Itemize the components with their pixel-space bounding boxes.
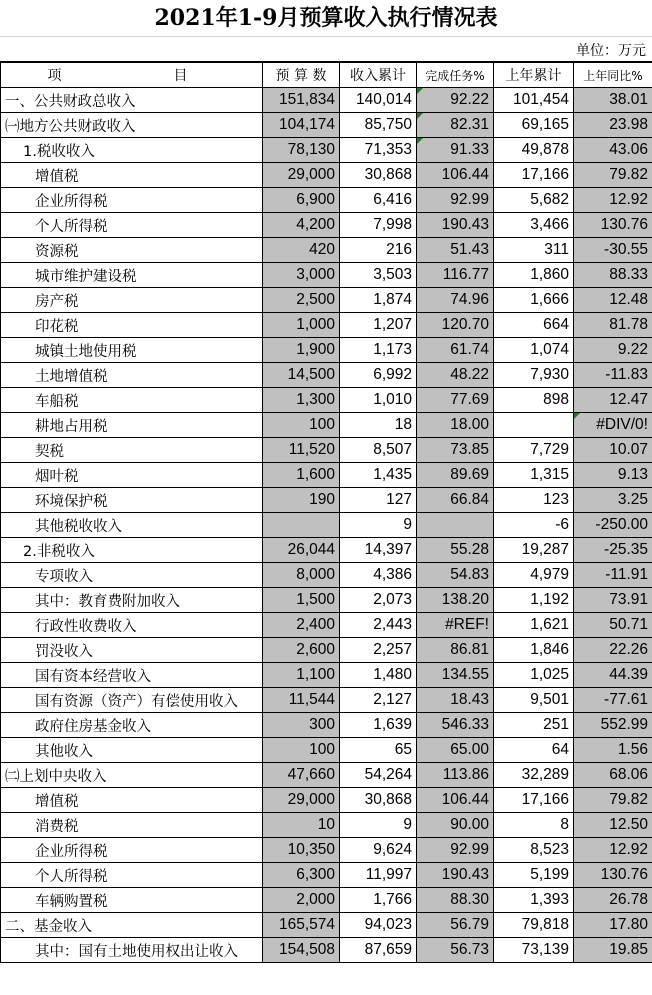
table-row bbox=[1, 113, 652, 138]
row-rate-cell[interactable]: 88.30 bbox=[417, 888, 494, 913]
row-name-cell[interactable]: 城市维护建设税 bbox=[1, 263, 263, 288]
row-budget-cell[interactable]: 14,500 bbox=[263, 363, 340, 388]
table-row bbox=[1, 788, 652, 813]
row-rate-cell[interactable]: 61.74 bbox=[417, 338, 494, 363]
row-yoy-cell[interactable]: 3.25 bbox=[574, 488, 652, 513]
row-budget-cell[interactable]: 3,000 bbox=[263, 263, 340, 288]
row-yoy-cell[interactable]: 19.85 bbox=[574, 938, 652, 963]
row-income-cell[interactable]: 87,659 bbox=[340, 938, 417, 963]
row-name-cell[interactable]: 房产税 bbox=[1, 288, 263, 313]
row-budget-cell[interactable]: 10 bbox=[263, 813, 340, 838]
row-last-year-cell[interactable]: 17,166 bbox=[494, 788, 574, 813]
row-name-cell[interactable]: 增值税 bbox=[1, 163, 263, 188]
row-name-cell[interactable]: ㈡上划中央收入 bbox=[1, 763, 263, 788]
table-body bbox=[1, 88, 652, 963]
row-budget-cell[interactable]: 29,000 bbox=[263, 788, 340, 813]
row-rate-cell[interactable]: 55.28 bbox=[417, 538, 494, 563]
row-name-cell[interactable]: 其中：国有土地使用权出让收入 bbox=[1, 938, 263, 963]
row-budget-cell[interactable] bbox=[263, 513, 340, 538]
table-row bbox=[1, 938, 652, 963]
row-income-cell[interactable]: 18 bbox=[340, 413, 417, 438]
header-yoy[interactable]: 上年同比% bbox=[574, 63, 652, 88]
row-budget-cell[interactable]: 2,000 bbox=[263, 888, 340, 913]
row-last-year-cell[interactable]: 1,666 bbox=[494, 288, 574, 313]
row-yoy-cell[interactable]: 81.78 bbox=[574, 313, 652, 338]
row-rate-cell[interactable]: 82.31 bbox=[417, 113, 494, 138]
row-income-cell[interactable]: 65 bbox=[340, 738, 417, 763]
row-last-year-cell[interactable]: 5,199 bbox=[494, 863, 574, 888]
row-last-year-cell[interactable]: 898 bbox=[494, 388, 574, 413]
table-row bbox=[1, 838, 652, 863]
table-row bbox=[1, 638, 652, 663]
row-name-cell[interactable]: 契税 bbox=[1, 438, 263, 463]
row-last-year-cell[interactable]: 3,466 bbox=[494, 213, 574, 238]
row-income-cell[interactable]: 2,073 bbox=[340, 588, 417, 613]
row-rate-cell[interactable]: 113.86 bbox=[417, 763, 494, 788]
row-name-cell[interactable]: 烟叶税 bbox=[1, 463, 263, 488]
row-yoy-cell[interactable]: 23.98 bbox=[574, 113, 652, 138]
table-row bbox=[1, 188, 652, 213]
row-income-cell[interactable]: 9,624 bbox=[340, 838, 417, 863]
header-item[interactable]: 项 目 bbox=[1, 63, 263, 88]
row-name-cell[interactable]: 增值税 bbox=[1, 788, 263, 813]
row-income-cell[interactable]: 85,750 bbox=[340, 113, 417, 138]
row-rate-cell[interactable]: 54.83 bbox=[417, 563, 494, 588]
row-income-cell[interactable]: 14,397 bbox=[340, 538, 417, 563]
row-yoy-cell[interactable]: 12.50 bbox=[574, 813, 652, 838]
row-rate-cell[interactable]: 56.73 bbox=[417, 938, 494, 963]
row-yoy-cell[interactable]: 552.99 bbox=[574, 713, 652, 738]
table-row bbox=[1, 313, 652, 338]
row-last-year-cell[interactable]: 251 bbox=[494, 713, 574, 738]
row-name-cell[interactable]: 国有资源（资产）有偿使用收入 bbox=[1, 688, 263, 713]
row-yoy-cell[interactable]: -77.61 bbox=[574, 688, 652, 713]
row-income-cell[interactable]: 1,207 bbox=[340, 313, 417, 338]
row-name-cell[interactable]: 罚没收入 bbox=[1, 638, 263, 663]
row-yoy-cell[interactable]: -30.55 bbox=[574, 238, 652, 263]
sheet-title: 2021年1-9月预算收入执行情况表 bbox=[0, 0, 652, 37]
unit-label: 单位：万元 bbox=[576, 43, 646, 59]
row-name-cell[interactable]: 消费税 bbox=[1, 813, 263, 838]
row-budget-cell[interactable]: 100 bbox=[263, 738, 340, 763]
row-budget-cell[interactable]: 6,300 bbox=[263, 863, 340, 888]
row-budget-cell[interactable]: 2,500 bbox=[263, 288, 340, 313]
row-yoy-cell[interactable]: 88.33 bbox=[574, 263, 652, 288]
table-row bbox=[1, 913, 652, 938]
row-yoy-cell[interactable]: -250.00 bbox=[574, 513, 652, 538]
header-rate[interactable]: 完成任务% bbox=[417, 63, 494, 88]
row-income-cell[interactable]: 30,868 bbox=[340, 788, 417, 813]
table-row bbox=[1, 388, 652, 413]
row-income-cell[interactable]: 2,127 bbox=[340, 688, 417, 713]
row-budget-cell[interactable]: 78,130 bbox=[263, 138, 340, 163]
row-budget-cell[interactable]: 151,834 bbox=[263, 88, 340, 113]
row-last-year-cell[interactable]: 7,729 bbox=[494, 438, 574, 463]
row-budget-cell[interactable]: 2,400 bbox=[263, 613, 340, 638]
row-budget-cell[interactable]: 1,000 bbox=[263, 313, 340, 338]
row-name-cell[interactable]: 城镇土地使用税 bbox=[1, 338, 263, 363]
row-budget-cell[interactable]: 26,044 bbox=[263, 538, 340, 563]
row-income-cell[interactable]: 9 bbox=[340, 513, 417, 538]
header-income[interactable]: 收入累计 bbox=[340, 63, 417, 88]
row-name-cell[interactable]: 其他税收收入 bbox=[1, 513, 263, 538]
table-row bbox=[1, 138, 652, 163]
table-row bbox=[1, 738, 652, 763]
table-row bbox=[1, 338, 652, 363]
row-income-cell[interactable]: 1,435 bbox=[340, 463, 417, 488]
row-income-cell[interactable]: 2,443 bbox=[340, 613, 417, 638]
row-last-year-cell[interactable]: 1,074 bbox=[494, 338, 574, 363]
row-yoy-cell[interactable]: 43.06 bbox=[574, 138, 652, 163]
row-yoy-cell[interactable]: 1.56 bbox=[574, 738, 652, 763]
row-income-cell[interactable]: 1,480 bbox=[340, 663, 417, 688]
row-income-cell[interactable]: 1,010 bbox=[340, 388, 417, 413]
row-name-cell[interactable]: 环境保护税 bbox=[1, 488, 263, 513]
row-name-cell[interactable]: 车船税 bbox=[1, 388, 263, 413]
row-last-year-cell[interactable]: 49,878 bbox=[494, 138, 574, 163]
row-yoy-cell[interactable]: 17.80 bbox=[574, 913, 652, 938]
row-last-year-cell[interactable]: 4,979 bbox=[494, 563, 574, 588]
row-yoy-cell[interactable]: 44.39 bbox=[574, 663, 652, 688]
row-last-year-cell[interactable]: 79,818 bbox=[494, 913, 574, 938]
row-name-cell[interactable]: 土地增值税 bbox=[1, 363, 263, 388]
row-last-year-cell[interactable]: 69,165 bbox=[494, 113, 574, 138]
row-yoy-cell[interactable]: 9.13 bbox=[574, 463, 652, 488]
row-budget-cell[interactable]: 47,660 bbox=[263, 763, 340, 788]
table-row bbox=[1, 763, 652, 788]
table-row bbox=[1, 488, 652, 513]
row-name-cell[interactable]: 其中：教育费附加收入 bbox=[1, 588, 263, 613]
row-yoy-cell[interactable]: 79.82 bbox=[574, 163, 652, 188]
revenue-table bbox=[0, 62, 652, 963]
table-row bbox=[1, 413, 652, 438]
row-income-cell[interactable]: 94,023 bbox=[340, 913, 417, 938]
row-yoy-cell[interactable]: 9.22 bbox=[574, 338, 652, 363]
table-row bbox=[1, 863, 652, 888]
row-rate-cell[interactable]: 51.43 bbox=[417, 238, 494, 263]
row-name-cell[interactable]: 个人所得税 bbox=[1, 213, 263, 238]
table-row bbox=[1, 363, 652, 388]
row-budget-cell[interactable]: 420 bbox=[263, 238, 340, 263]
table-row bbox=[1, 588, 652, 613]
row-name-cell[interactable]: 国有资本经营收入 bbox=[1, 663, 263, 688]
row-name-cell[interactable]: 耕地占用税 bbox=[1, 413, 263, 438]
row-name-cell[interactable]: 二、基金收入 bbox=[1, 913, 263, 938]
row-rate-cell[interactable]: 190.43 bbox=[417, 213, 494, 238]
unit-row bbox=[0, 37, 652, 62]
row-name-cell[interactable]: 车辆购置税 bbox=[1, 888, 263, 913]
row-rate-cell[interactable]: 74.96 bbox=[417, 288, 494, 313]
row-budget-cell[interactable]: 190 bbox=[263, 488, 340, 513]
row-budget-cell[interactable]: 8,000 bbox=[263, 563, 340, 588]
row-income-cell[interactable]: 216 bbox=[340, 238, 417, 263]
row-income-cell[interactable]: 54,264 bbox=[340, 763, 417, 788]
row-rate-cell[interactable]: 116.77 bbox=[417, 263, 494, 288]
row-rate-cell[interactable]: #REF! bbox=[417, 613, 494, 638]
row-budget-cell[interactable]: 104,174 bbox=[263, 113, 340, 138]
row-last-year-cell[interactable] bbox=[494, 413, 574, 438]
row-last-year-cell[interactable]: 17,166 bbox=[494, 163, 574, 188]
row-yoy-cell[interactable]: 130.76 bbox=[574, 213, 652, 238]
row-yoy-cell[interactable]: 12.48 bbox=[574, 288, 652, 313]
table-row bbox=[1, 613, 652, 638]
row-yoy-cell[interactable]: 22.26 bbox=[574, 638, 652, 663]
row-yoy-cell[interactable]: 10.07 bbox=[574, 438, 652, 463]
row-rate-cell[interactable]: 138.20 bbox=[417, 588, 494, 613]
row-last-year-cell[interactable]: 1,315 bbox=[494, 463, 574, 488]
table-row bbox=[1, 813, 652, 838]
row-budget-cell[interactable]: 2,600 bbox=[263, 638, 340, 663]
table-row bbox=[1, 263, 652, 288]
row-budget-cell[interactable]: 1,900 bbox=[263, 338, 340, 363]
table-row bbox=[1, 438, 652, 463]
row-last-year-cell[interactable]: 1,860 bbox=[494, 263, 574, 288]
row-name-cell[interactable]: 企业所得税 bbox=[1, 838, 263, 863]
row-rate-cell[interactable]: 92.22 bbox=[417, 88, 494, 113]
row-budget-cell[interactable]: 165,574 bbox=[263, 913, 340, 938]
row-rate-cell[interactable]: 86.81 bbox=[417, 638, 494, 663]
row-name-cell[interactable]: 个人所得税 bbox=[1, 863, 263, 888]
row-budget-cell[interactable]: 29,000 bbox=[263, 163, 340, 188]
table-row bbox=[1, 888, 652, 913]
row-yoy-cell[interactable]: #DIV/0! bbox=[574, 413, 652, 438]
row-last-year-cell[interactable]: 9,501 bbox=[494, 688, 574, 713]
row-rate-cell[interactable]: 120.70 bbox=[417, 313, 494, 338]
row-income-cell[interactable]: 9 bbox=[340, 813, 417, 838]
row-name-cell[interactable]: 企业所得税 bbox=[1, 188, 263, 213]
row-last-year-cell[interactable]: 1,393 bbox=[494, 888, 574, 913]
table-row bbox=[1, 663, 652, 688]
row-yoy-cell[interactable]: -11.91 bbox=[574, 563, 652, 588]
row-rate-cell[interactable]: 90.00 bbox=[417, 813, 494, 838]
row-budget-cell[interactable]: 4,200 bbox=[263, 213, 340, 238]
row-budget-cell[interactable]: 1,300 bbox=[263, 388, 340, 413]
row-last-year-cell[interactable]: 123 bbox=[494, 488, 574, 513]
row-yoy-cell[interactable]: 130.76 bbox=[574, 863, 652, 888]
row-rate-cell[interactable]: 48.22 bbox=[417, 363, 494, 388]
row-last-year-cell[interactable]: 1,846 bbox=[494, 638, 574, 663]
row-rate-cell[interactable]: 18.43 bbox=[417, 688, 494, 713]
row-rate-cell[interactable]: 92.99 bbox=[417, 188, 494, 213]
row-budget-cell[interactable]: 300 bbox=[263, 713, 340, 738]
row-budget-cell[interactable]: 11,520 bbox=[263, 438, 340, 463]
row-last-year-cell[interactable]: 5,682 bbox=[494, 188, 574, 213]
row-budget-cell[interactable]: 1,500 bbox=[263, 588, 340, 613]
row-income-cell[interactable]: 8,507 bbox=[340, 438, 417, 463]
row-last-year-cell[interactable]: 1,025 bbox=[494, 663, 574, 688]
row-rate-cell[interactable]: 92.99 bbox=[417, 838, 494, 863]
row-income-cell[interactable]: 1,173 bbox=[340, 338, 417, 363]
row-budget-cell[interactable]: 1,100 bbox=[263, 663, 340, 688]
row-last-year-cell[interactable]: 19,287 bbox=[494, 538, 574, 563]
row-income-cell[interactable]: 140,014 bbox=[340, 88, 417, 113]
row-rate-cell[interactable] bbox=[417, 513, 494, 538]
row-rate-cell[interactable]: 73.85 bbox=[417, 438, 494, 463]
table-row bbox=[1, 213, 652, 238]
row-income-cell[interactable]: 1,874 bbox=[340, 288, 417, 313]
row-yoy-cell[interactable]: 73.91 bbox=[574, 588, 652, 613]
row-income-cell[interactable]: 30,868 bbox=[340, 163, 417, 188]
header-row bbox=[1, 63, 652, 88]
row-name-cell[interactable]: 一、公共财政总收入 bbox=[1, 88, 263, 113]
row-income-cell[interactable]: 3,503 bbox=[340, 263, 417, 288]
row-income-cell[interactable]: 11,997 bbox=[340, 863, 417, 888]
row-name-cell[interactable]: 2.非税收入 bbox=[1, 538, 263, 563]
row-yoy-cell[interactable]: 12.47 bbox=[574, 388, 652, 413]
row-last-year-cell[interactable]: 7,930 bbox=[494, 363, 574, 388]
header-budget[interactable]: 预 算 数 bbox=[263, 63, 340, 88]
row-income-cell[interactable]: 4,386 bbox=[340, 563, 417, 588]
row-rate-cell[interactable]: 106.44 bbox=[417, 163, 494, 188]
row-last-year-cell[interactable]: 1,192 bbox=[494, 588, 574, 613]
row-name-cell[interactable]: ㈠地方公共财政收入 bbox=[1, 113, 263, 138]
table-row bbox=[1, 688, 652, 713]
row-last-year-cell[interactable]: 8 bbox=[494, 813, 574, 838]
row-yoy-cell[interactable]: 68.06 bbox=[574, 763, 652, 788]
row-income-cell[interactable]: 2,257 bbox=[340, 638, 417, 663]
row-rate-cell[interactable]: 56.79 bbox=[417, 913, 494, 938]
row-rate-cell[interactable]: 65.00 bbox=[417, 738, 494, 763]
row-last-year-cell[interactable]: 32,289 bbox=[494, 763, 574, 788]
row-yoy-cell[interactable]: 79.82 bbox=[574, 788, 652, 813]
row-income-cell[interactable]: 71,353 bbox=[340, 138, 417, 163]
row-last-year-cell[interactable]: 64 bbox=[494, 738, 574, 763]
row-budget-cell[interactable]: 1,600 bbox=[263, 463, 340, 488]
table-row bbox=[1, 238, 652, 263]
row-rate-cell[interactable]: 77.69 bbox=[417, 388, 494, 413]
row-last-year-cell[interactable]: 8,523 bbox=[494, 838, 574, 863]
row-last-year-cell[interactable]: 1,621 bbox=[494, 613, 574, 638]
row-rate-cell[interactable]: 106.44 bbox=[417, 788, 494, 813]
row-yoy-cell[interactable]: 50.71 bbox=[574, 613, 652, 638]
table-row bbox=[1, 88, 652, 113]
row-income-cell[interactable]: 1,766 bbox=[340, 888, 417, 913]
row-rate-cell[interactable]: 89.69 bbox=[417, 463, 494, 488]
row-rate-cell[interactable]: 546.33 bbox=[417, 713, 494, 738]
row-rate-cell[interactable]: 66.84 bbox=[417, 488, 494, 513]
row-last-year-cell[interactable]: 664 bbox=[494, 313, 574, 338]
row-budget-cell[interactable]: 10,350 bbox=[263, 838, 340, 863]
row-name-cell[interactable]: 政府住房基金收入 bbox=[1, 713, 263, 738]
row-budget-cell[interactable]: 11,544 bbox=[263, 688, 340, 713]
row-last-year-cell[interactable]: 101,454 bbox=[494, 88, 574, 113]
row-yoy-cell[interactable]: -25.35 bbox=[574, 538, 652, 563]
table-row bbox=[1, 463, 652, 488]
row-income-cell[interactable]: 127 bbox=[340, 488, 417, 513]
row-last-year-cell[interactable]: -6 bbox=[494, 513, 574, 538]
row-last-year-cell[interactable]: 311 bbox=[494, 238, 574, 263]
row-rate-cell[interactable]: 134.55 bbox=[417, 663, 494, 688]
row-yoy-cell[interactable]: 12.92 bbox=[574, 838, 652, 863]
row-name-cell[interactable]: 印花税 bbox=[1, 313, 263, 338]
row-yoy-cell[interactable]: 12.92 bbox=[574, 188, 652, 213]
row-income-cell[interactable]: 1,639 bbox=[340, 713, 417, 738]
row-income-cell[interactable]: 7,998 bbox=[340, 213, 417, 238]
table-row bbox=[1, 288, 652, 313]
row-rate-cell[interactable]: 91.33 bbox=[417, 138, 494, 163]
table-row bbox=[1, 538, 652, 563]
header-last-year[interactable]: 上年累计 bbox=[494, 63, 574, 88]
row-last-year-cell[interactable]: 73,139 bbox=[494, 938, 574, 963]
table-row bbox=[1, 563, 652, 588]
row-yoy-cell[interactable]: 26.78 bbox=[574, 888, 652, 913]
row-name-cell[interactable]: 专项收入 bbox=[1, 563, 263, 588]
table-row bbox=[1, 163, 652, 188]
row-income-cell[interactable]: 6,992 bbox=[340, 363, 417, 388]
row-yoy-cell[interactable]: -11.83 bbox=[574, 363, 652, 388]
table-row bbox=[1, 513, 652, 538]
row-yoy-cell[interactable]: 38.01 bbox=[574, 88, 652, 113]
row-name-cell[interactable]: 行政性收费收入 bbox=[1, 613, 263, 638]
row-rate-cell[interactable]: 18.00 bbox=[417, 413, 494, 438]
row-rate-cell[interactable]: 190.43 bbox=[417, 863, 494, 888]
table-row bbox=[1, 713, 652, 738]
row-income-cell[interactable]: 6,416 bbox=[340, 188, 417, 213]
row-name-cell[interactable]: 其他收入 bbox=[1, 738, 263, 763]
row-name-cell[interactable]: 1.税收收入 bbox=[1, 138, 263, 163]
row-budget-cell[interactable]: 6,900 bbox=[263, 188, 340, 213]
row-name-cell[interactable]: 资源税 bbox=[1, 238, 263, 263]
row-budget-cell[interactable]: 154,508 bbox=[263, 938, 340, 963]
row-budget-cell[interactable]: 100 bbox=[263, 413, 340, 438]
